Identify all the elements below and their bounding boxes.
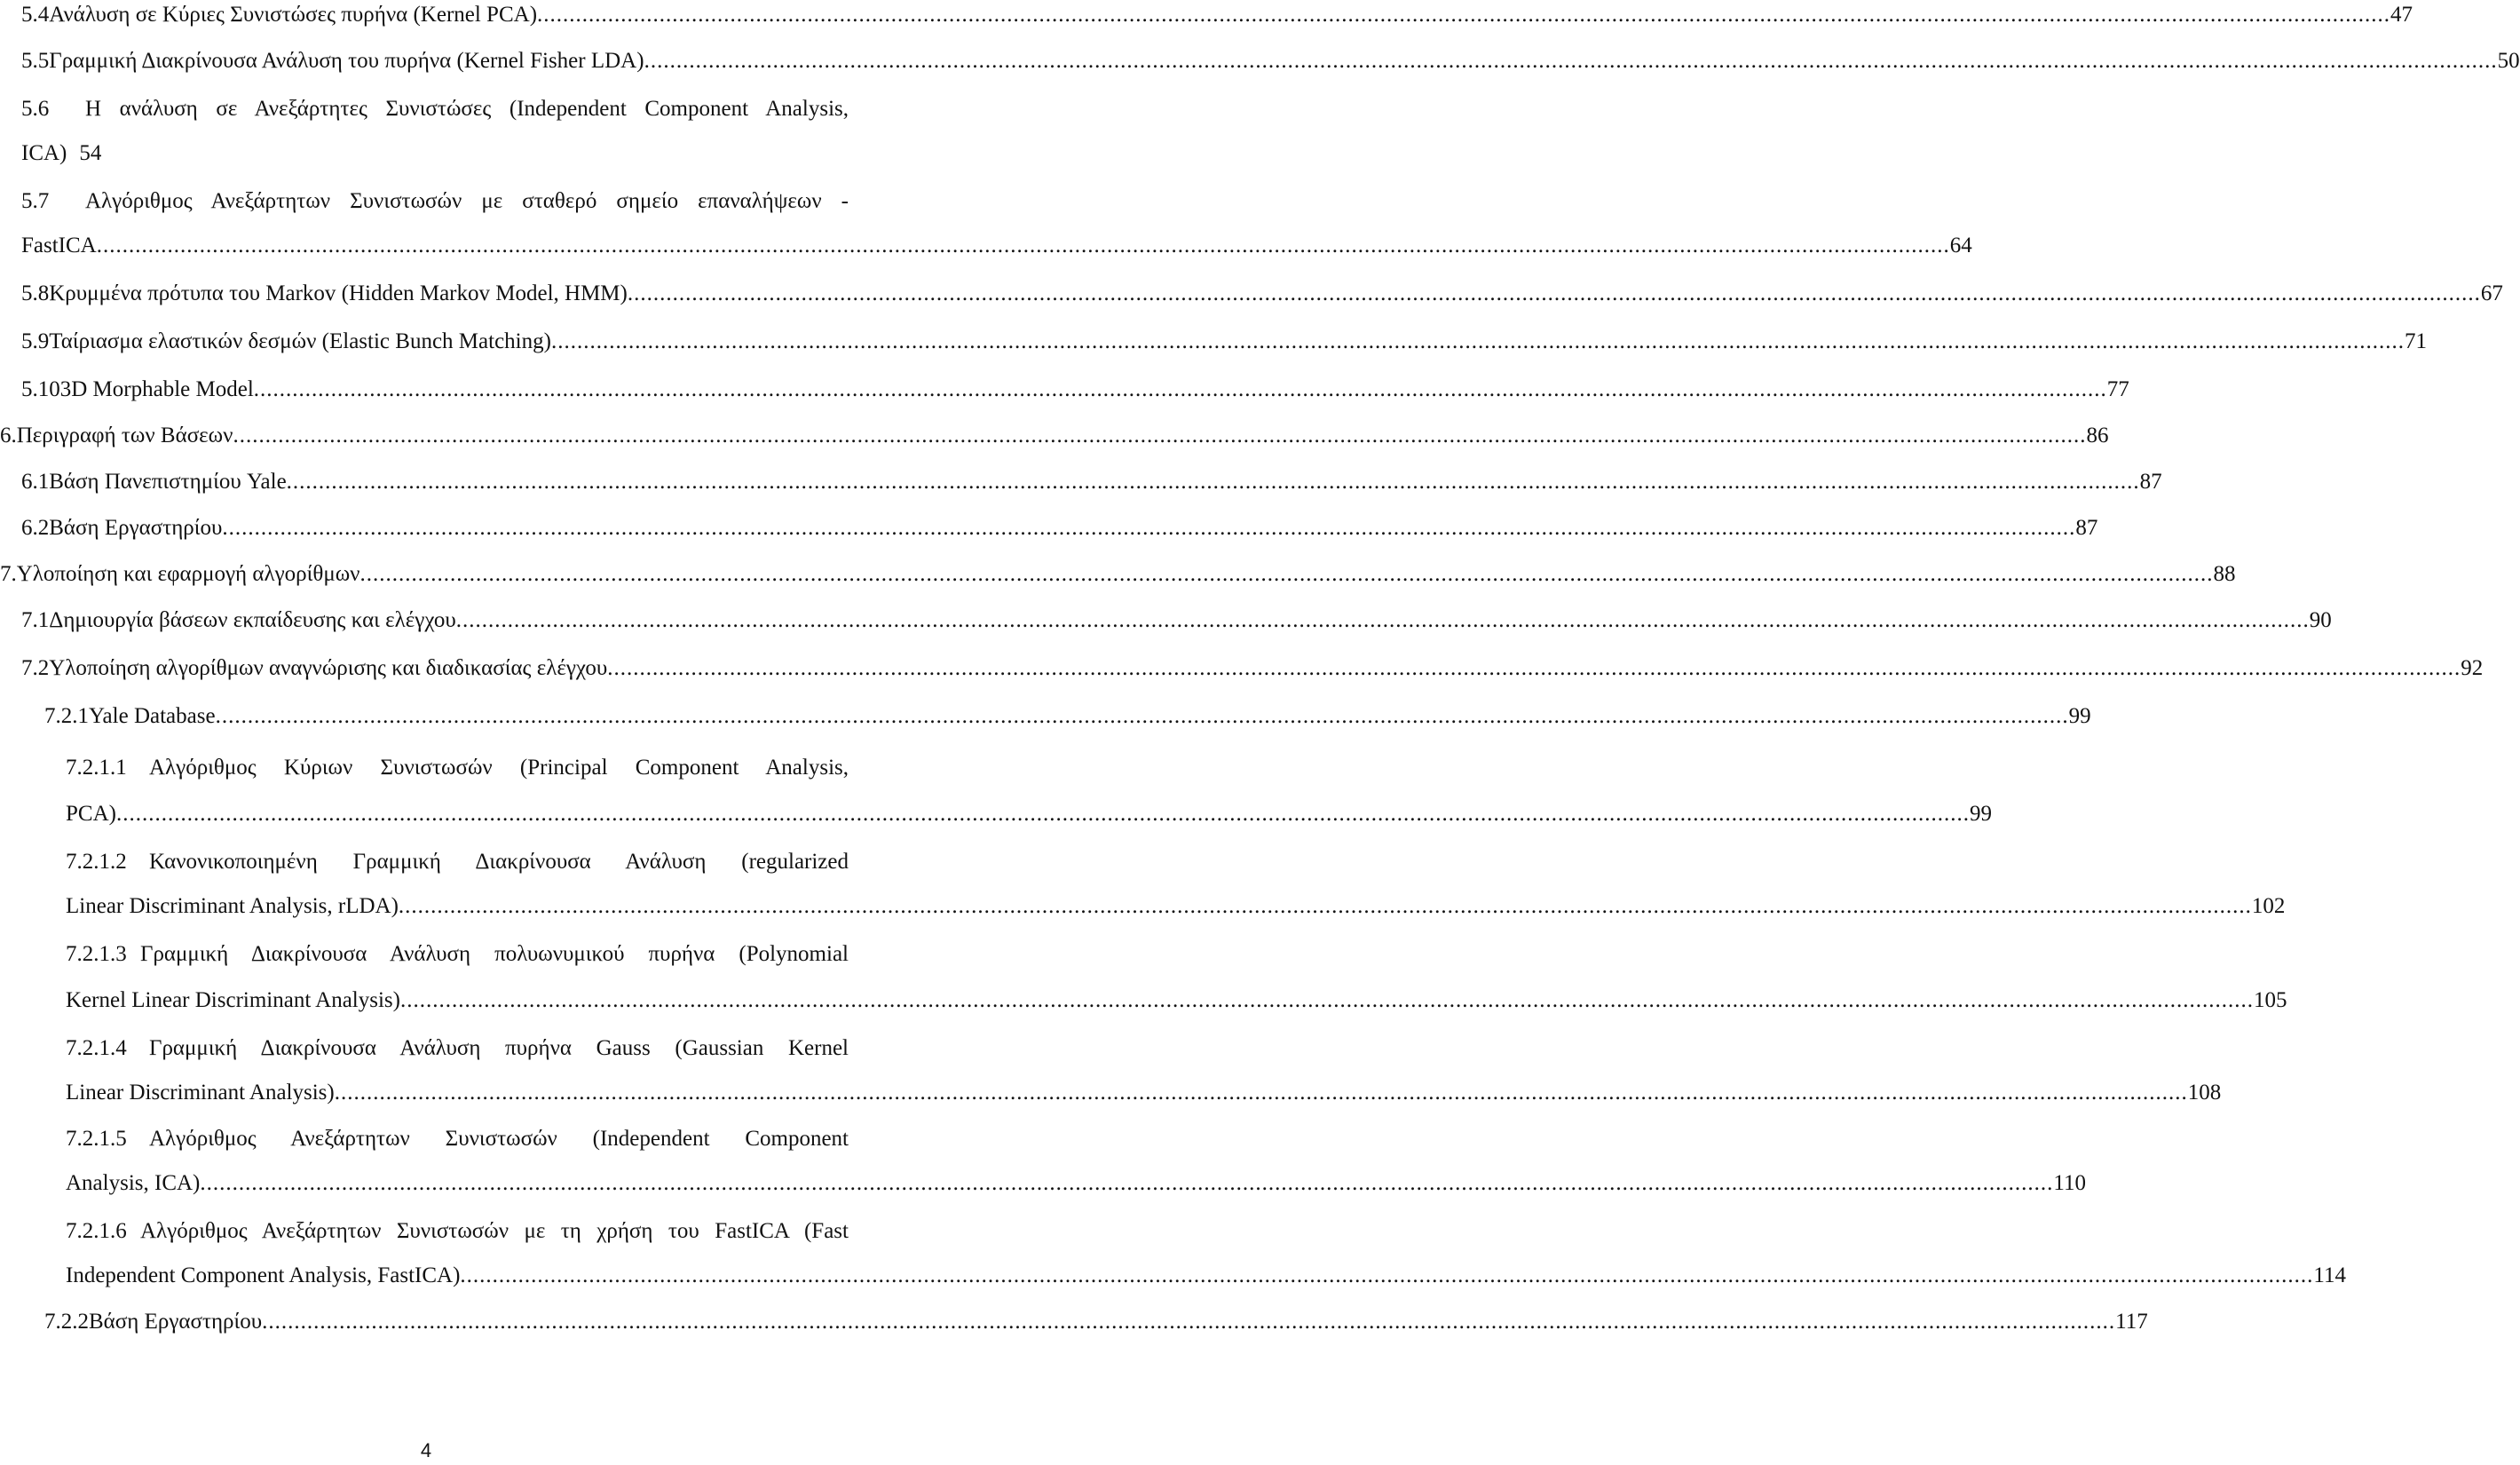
toc-entry-number: 7.1 xyxy=(21,608,50,632)
toc-entry-title: Γραμμική Διακρίνουσα Ανάλυση πολυωνυμικού πυρήνα (Polynomial xyxy=(140,942,849,966)
toc-entry-number: 5.8 xyxy=(21,281,50,305)
toc-leader-dots xyxy=(335,1081,2188,1104)
toc-entry-7-2-1-2-line2 xyxy=(66,894,2286,923)
toc-entry-number: 5.10 xyxy=(21,377,60,401)
toc-entry-title-continued: ICA) xyxy=(21,141,67,165)
toc-entry-6-2 xyxy=(21,516,2098,545)
toc-entry-page: 90 xyxy=(2309,608,2332,632)
toc-entry-title-continued: Analysis, ICA) xyxy=(66,1171,201,1195)
toc-entry-page: 92 xyxy=(2461,656,2484,680)
toc-entry-7-2-1-3-line1 xyxy=(66,943,849,971)
toc-entry-title-continued: Linear Discriminant Analysis, rLDA) xyxy=(66,894,399,918)
toc-leader-dots xyxy=(254,378,2107,400)
toc-entry-7-2-1-6-line2 xyxy=(66,1263,2346,1293)
toc-entry-title-continued: Kernel Linear Discriminant Analysis) xyxy=(66,988,400,1012)
toc-entry-number: 5.9 xyxy=(21,329,50,353)
toc-entry-7-2-1-1-line2 xyxy=(66,802,1992,831)
toc-entry-title: 3D Morphable Model xyxy=(59,377,254,401)
toc-entry-title-continued: Independent Component Analysis, FastICA) xyxy=(66,1263,461,1287)
toc-entry-5-7-line1 xyxy=(21,190,849,218)
toc-entry-title: Κανονικοποιημένη Γραμμική Διακρίνουσα Ανάλυση (regularized xyxy=(149,850,849,874)
toc-entry-page: 77 xyxy=(2106,377,2129,401)
toc-entry-title: Αλγόριθμος Ανεξάρτητων Συνιστωσών (Independent Component xyxy=(149,1127,849,1151)
toc-entry-number: 7.2 xyxy=(21,656,50,680)
toc-entry-title: Αλγόριθμος Ανεξάρτητων Συνιστωσών με τη χρήση του FastICA (Fast xyxy=(140,1219,849,1243)
toc-entry-title: Υλοποίηση και εφαρμογή αλγορίθμων xyxy=(16,562,360,586)
toc-entry-title: Βάση Πανεπιστημίου Yale xyxy=(49,470,287,494)
toc-entry-page: 67 xyxy=(2480,281,2503,305)
toc-entry-7-2-1 xyxy=(44,704,2091,733)
toc-entry-number: 6. xyxy=(0,424,17,447)
toc-entry-title: Δημιουργία βάσεων εκπαίδευσης και ελέγχου xyxy=(49,608,456,632)
toc-entry-5-7-line2 xyxy=(21,234,1972,263)
toc-entry-number: 7.2.1.5 xyxy=(66,1127,127,1151)
toc-entry-number: 7.2.1 xyxy=(44,704,89,728)
toc-entry-number: 5.7 xyxy=(21,189,50,213)
toc-entry-number: 6.2 xyxy=(21,516,50,540)
toc-entry-6-1 xyxy=(21,470,2162,499)
toc-entry-page: 54 xyxy=(79,141,102,165)
toc-leader-dots xyxy=(456,609,2310,631)
toc-entry-5-4 xyxy=(21,3,2413,32)
toc-entry-title-continued: Linear Discriminant Analysis) xyxy=(66,1081,335,1105)
toc-entry-title: Βάση Εργαστηρίου xyxy=(89,1310,263,1334)
toc-leader-dots xyxy=(607,657,2461,679)
toc-entry-5-10 xyxy=(21,377,2129,407)
toc-entry-title: Υλοποίηση αλγορίθμων αναγνώρισης και διαδικασίας ελέγχου xyxy=(49,656,608,680)
toc-entry-7-1 xyxy=(21,608,2332,637)
toc-entry-7-2-1-1-line1 xyxy=(66,756,849,785)
toc-leader-dots xyxy=(262,1311,2115,1333)
toc-entry-page: 108 xyxy=(2187,1081,2222,1105)
toc-entry-number: 6.1 xyxy=(21,470,50,494)
toc-entry-7-2-2 xyxy=(44,1310,2148,1339)
toc-entry-6 xyxy=(0,424,2109,453)
toc-entry-page: 47 xyxy=(2390,3,2413,27)
toc-entry-5-8 xyxy=(21,281,2503,311)
toc-entry-title: Αλγόριθμος Κύριων Συνιστωσών (Principal Component Analysis, xyxy=(149,756,849,780)
toc-entry-7-2-1-4-line1 xyxy=(66,1037,849,1065)
toc-entry-page: 102 xyxy=(2251,894,2286,918)
toc-leader-dots xyxy=(116,803,1970,825)
toc-entry-page: 110 xyxy=(2053,1171,2086,1195)
page-number: 4 xyxy=(420,1439,432,1461)
toc-entry-title: Ανάλυση σε Κύριες Συνιστώσες πυρήνα (Kernel PCA) xyxy=(49,3,538,27)
toc-entry-title: Yale Database xyxy=(89,704,216,728)
toc-entry-7 xyxy=(0,562,2236,591)
toc-leader-dots xyxy=(400,989,2254,1011)
toc-entry-number: 7. xyxy=(0,562,17,586)
toc-entry-title-continued: PCA) xyxy=(66,802,116,826)
toc-entry-7-2-1-5-line1 xyxy=(66,1128,849,1156)
toc-entry-7-2-1-3-line2 xyxy=(66,988,2287,1018)
toc-entry-page: 87 xyxy=(2139,470,2162,494)
toc-entry-7-2-1-2-line1 xyxy=(66,851,849,879)
toc-leader-dots xyxy=(222,517,2075,539)
toc-entry-7-2-1-5-line2 xyxy=(66,1171,2086,1200)
toc-entry-title: Γραμμική Διακρίνουσα Ανάλυση πυρήνα Gauss (Gaussian Kernel xyxy=(149,1036,849,1060)
toc-entry-title: Βάση Εργαστηρίου xyxy=(49,516,223,540)
toc-entry-page: 99 xyxy=(1969,802,1992,826)
toc-leader-dots xyxy=(233,424,2086,447)
toc-entry-number: 7.2.2 xyxy=(44,1310,89,1334)
toc-entry-number: 5.6 xyxy=(21,97,50,121)
toc-entry-7-2-1-6-line1 xyxy=(66,1220,849,1248)
toc-entry-5-6-line1 xyxy=(21,98,849,126)
toc-entry-page: 88 xyxy=(2213,562,2236,586)
toc-entry-number: 5.4 xyxy=(21,3,50,27)
toc-leader-dots xyxy=(460,1264,2313,1287)
toc-entry-page: 117 xyxy=(2115,1310,2148,1334)
toc-entry-number: 7.2.1.6 xyxy=(66,1219,127,1243)
toc-entry-title-continued: FastICA xyxy=(21,234,97,257)
toc-entry-page: 114 xyxy=(2313,1263,2346,1287)
toc-entry-5-5 xyxy=(21,49,2520,78)
toc-entry-title: Αλγόριθμος Ανεξάρτητων Συνιστωσών με σταθερό σημείο επαναλήψεων - xyxy=(85,189,849,213)
toc-entry-number: 5.5 xyxy=(21,49,50,73)
toc-leader-dots xyxy=(200,1172,2053,1194)
toc-entry-7-2 xyxy=(21,656,2484,685)
toc-leader-dots xyxy=(399,895,2252,917)
toc-entry-page: 105 xyxy=(2253,988,2287,1012)
toc-leader-dots xyxy=(628,282,2481,305)
toc-leader-dots xyxy=(359,563,2213,585)
toc-leader-dots xyxy=(644,50,2498,72)
toc-entry-title: Κρυμμένα πρότυπα του Markov (Hidden Markov Model, HMM) xyxy=(49,281,628,305)
toc-leader-dots xyxy=(97,234,1950,257)
toc-entry-page: 71 xyxy=(2404,329,2427,353)
toc-leader-dots xyxy=(216,705,2069,727)
toc-entry-page: 50 xyxy=(2497,49,2520,73)
toc-leader-dots xyxy=(551,330,2405,352)
toc-entry-5-6-line2 xyxy=(21,142,849,170)
toc-entry-number: 7.2.1.2 xyxy=(66,850,127,874)
toc-entry-title: Η ανάλυση σε Ανεξάρτητες Συνιστώσες (Independent Component Analysis, xyxy=(85,97,849,121)
toc-entry-page: 87 xyxy=(2075,516,2098,540)
toc-entry-number: 7.2.1.3 xyxy=(66,942,127,966)
toc-entry-page: 64 xyxy=(1949,234,1972,257)
toc-leader-dots xyxy=(537,4,2390,26)
toc-entry-page: 86 xyxy=(2086,424,2109,447)
toc-entry-7-2-1-4-line2 xyxy=(66,1081,2222,1110)
toc-entry-number: 7.2.1.1 xyxy=(66,756,127,780)
toc-leader-dots xyxy=(287,471,2140,493)
toc-entry-title: Ταίριασμα ελαστικών δεσμών (Elastic Bunch Matching) xyxy=(49,329,551,353)
toc-entry-5-9 xyxy=(21,329,2427,359)
toc-entry-title: Περιγραφή των Βάσεων xyxy=(16,424,233,447)
toc-entry-page: 99 xyxy=(2068,704,2091,728)
toc-entry-title: Γραμμική Διακρίνουσα Ανάλυση του πυρήνα (Kernel Fisher LDA) xyxy=(49,49,644,73)
toc-entry-number: 7.2.1.4 xyxy=(66,1036,127,1060)
